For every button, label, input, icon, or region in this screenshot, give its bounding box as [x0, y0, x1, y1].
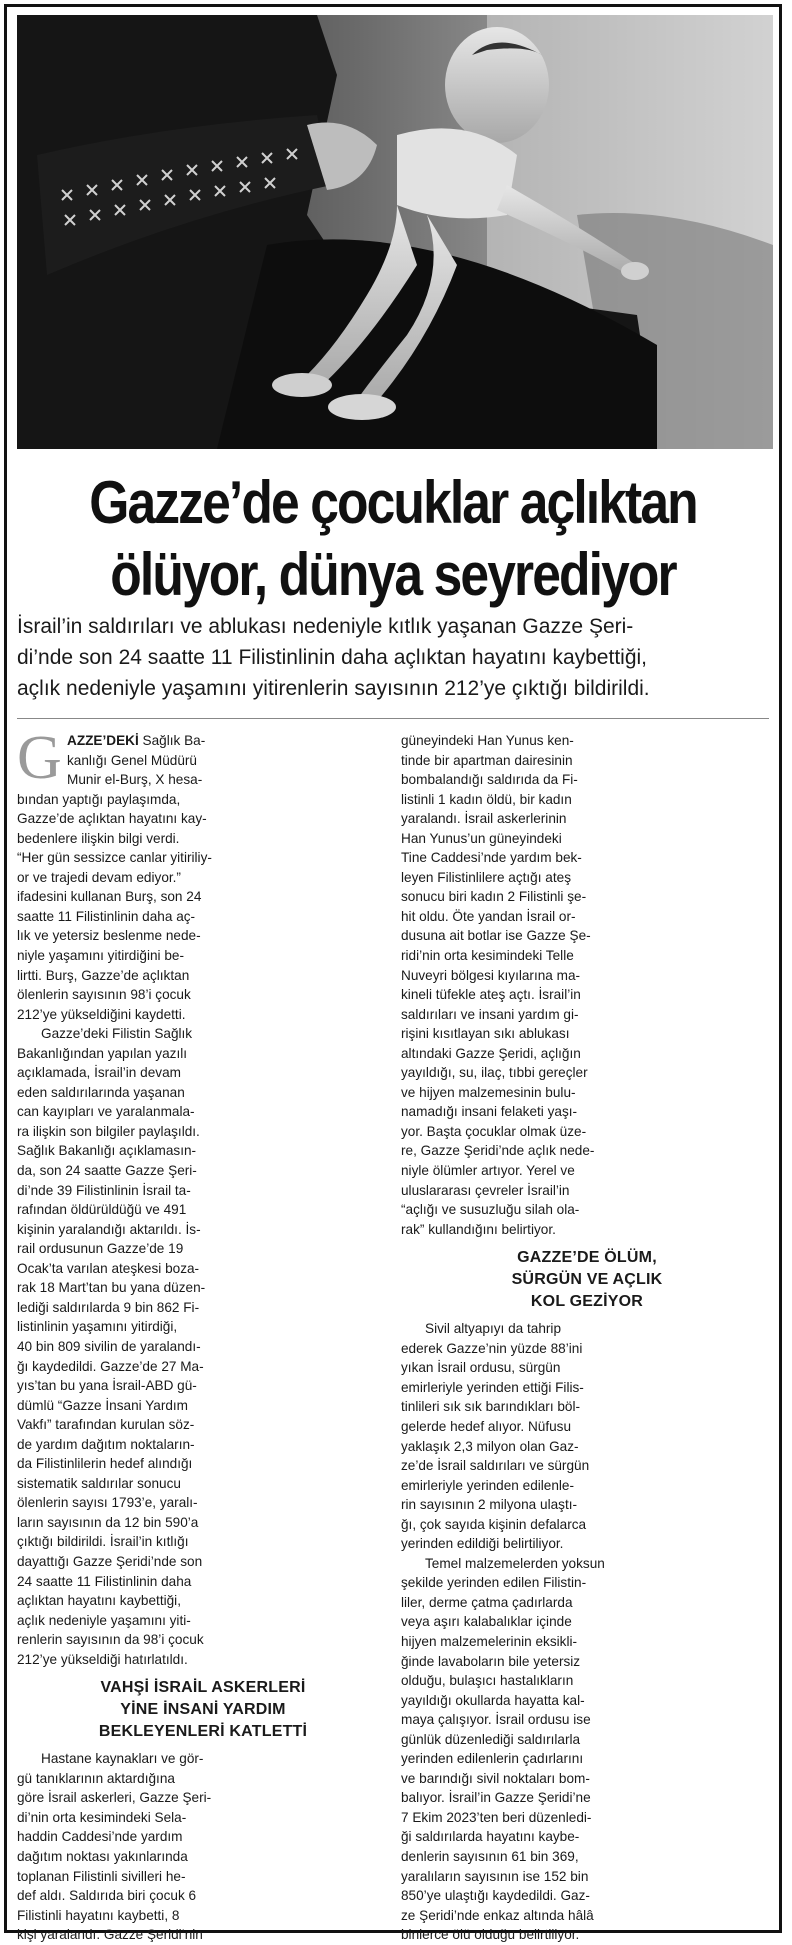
body-line: re, Gazze Şeridi’nde açlık nede-	[401, 1143, 595, 1159]
body-line: 212’ye yükseldiğini kaydetti.	[17, 1006, 186, 1022]
body-line: altındaki Gazze Şeridi, açlığın	[401, 1045, 581, 1061]
body-line: Hastane kaynakları ve gör-	[41, 1751, 204, 1767]
body-line: 850’ye ulaştığı kaydedildi. Gaz-	[401, 1888, 590, 1904]
body-line: leyen Filistinlilere açtığı ateş	[401, 869, 571, 885]
kicker: AZZE’DEKİ	[67, 733, 139, 748]
column-left-text	[17, 751, 389, 1670]
body-line: ve hijyen malzemesinin bulu-	[401, 1084, 576, 1100]
body-line: Han Yunus’un güneyindeki	[401, 830, 562, 846]
subhead-2	[401, 1247, 773, 1313]
subhead-line: BEKLEYENLERİ KATLETTİ	[98, 1723, 308, 1741]
body-line: rail ordusunun Gazze’de 19	[17, 1241, 184, 1257]
body-line: bından yaptığı paylaşımda,	[17, 791, 181, 807]
body-line: yor. Başta çocuklar olmak üze-	[401, 1123, 587, 1139]
body-line: ğı, çok sayıda kişinin defalarca	[401, 1516, 587, 1532]
body-line: bombalandığı saldırıda da Fi-	[401, 772, 578, 788]
column-left-text-2	[17, 1749, 389, 1944]
body-line	[17, 731, 389, 751]
body-line: açıklamada, İsrail’in devam	[17, 1065, 181, 1081]
body-line: yaralandı. İsrail askerlerinin	[401, 811, 567, 827]
body-line: di’nde 39 Filistinlinin İsrail ta-	[17, 1182, 191, 1198]
body-line: Temel malzemelerden yoksun	[425, 1555, 605, 1571]
body-line: hit oldu. Öte yandan İsrail or-	[401, 908, 576, 924]
body-line: saatte 11 Filistinlinin daha aç-	[17, 908, 196, 924]
body-line: Munir el-Burş, X hesa-	[67, 772, 203, 788]
subhead-line: VAHŞİ İSRAİL ASKERLERİ	[100, 1679, 306, 1697]
lede-line: di’nde son 24 saatte 11 Filistinlinin daha açlıktan hayatını kaybettiği,	[17, 646, 647, 669]
body-line: gü tanıklarının aktardığına	[17, 1770, 175, 1786]
body-line: yerinden edilenlerin çadırlarını	[401, 1751, 584, 1767]
subhead-line: SÜRGÜN VE AÇLIK	[511, 1271, 663, 1289]
body-line: bedenlere ilişkin bilgi verdi.	[17, 830, 180, 846]
body-line: Ocak’ta varılan ateşkesi boza-	[17, 1260, 200, 1276]
body-line: şekilde yerinden edilen Filistin-	[401, 1575, 587, 1591]
body-line: 7 Ekim 2023’ten beri düzenledi-	[401, 1809, 592, 1825]
lede-line: açlık nedeniyle yaşamını yitirenlerin sayısının 212’ye çıktığı bildirildi.	[17, 677, 650, 700]
body-text: Sağlık Ba-	[138, 733, 206, 748]
clipping-content	[17, 15, 769, 1943]
body-line: lık ve yetersiz beslenme nede-	[17, 928, 201, 944]
body-line: ların sayısının da 12 bin 590’a	[17, 1514, 199, 1530]
body-line: “Her gün sessizce canlar yitiriliy-	[17, 850, 212, 866]
body-line: açlık nedeniyle yaşamını yiti-	[17, 1612, 191, 1628]
body-line: ğı kaydedildi. Gazze’de 27 Ma-	[17, 1358, 204, 1374]
body-line: balıyor. İsrail’in Gazze Şeridi’ne	[401, 1790, 591, 1806]
body-line: 40 bin 809 sivilin de yaralandı-	[17, 1338, 201, 1354]
body-line: listinli 1 kadın öldü, bir kadın	[401, 791, 572, 807]
photo-illustration	[17, 15, 773, 449]
body-line: olduğu, bulaşıcı hastalıkların	[401, 1673, 574, 1689]
body-line: ze Şeridi’nde enkaz altında hâlâ	[401, 1907, 594, 1923]
body-line: lediği saldırılarda 9 bin 862 Fi-	[17, 1299, 200, 1315]
body-line: denlerin sayısının 61 bin 369,	[401, 1848, 579, 1864]
subhead-1	[17, 1677, 389, 1743]
body-line: Sivil altyapıyı da tahrip	[425, 1321, 562, 1337]
body-line: Tine Caddesi’nde yardım bek-	[401, 850, 582, 866]
column-left	[17, 724, 389, 1945]
body-line: di’nin orta kesimindeki Sela-	[17, 1809, 187, 1825]
body-line: ölenlerin sayısının 98’i çocuk	[17, 987, 191, 1003]
body-line: dayattığı Gazze Şeridi’nde son	[17, 1553, 203, 1569]
body-line: rafından öldürüldüğü ve 491	[17, 1202, 187, 1218]
body-line: de yardım dağıtım noktaların-	[17, 1436, 195, 1452]
headline-line-2: ölüyor, dünya seyrediyor	[110, 541, 676, 608]
body-line: saldırıları ve insani yardım gi-	[401, 1006, 579, 1022]
body-line: rişini kısıtlayan sıkı ablukası	[401, 1026, 570, 1042]
column-right-text	[401, 731, 773, 1239]
body-line: kineli tüfekle ateş açtı. İsrail’in	[401, 987, 581, 1003]
body-line: ve barındığı sivil noktaları bom-	[401, 1770, 590, 1786]
body-line: veya aşırı kalabalıklar içinde	[401, 1614, 572, 1630]
newspaper-clipping	[4, 4, 782, 1943]
body-line: haddin Caddesi’nde yardım	[17, 1829, 183, 1845]
body-line: ğinde lavaboların bile yetersiz	[401, 1653, 581, 1669]
body-line: rak” kullandığını belirtiyor.	[401, 1221, 556, 1237]
body-line: yayıldığı okullarda hayatta kal-	[401, 1692, 585, 1708]
body-line: dusuna ait botlar ise Gazze Şe-	[401, 928, 591, 944]
body-line: rin sayısının 2 milyona ulaştı-	[401, 1497, 578, 1513]
body-line: ifadesini kullanan Burş, son 24	[17, 889, 202, 905]
body-line: Filistinli hayatını kaybetti, 8	[17, 1907, 180, 1923]
body-line: listinlinin yaşamını yitirdiği,	[17, 1319, 178, 1335]
body-line: kanlığı Genel Müdürü	[67, 752, 197, 768]
body-line: göre İsrail askerleri, Gazze Şeri-	[17, 1790, 212, 1806]
body-line: ği saldırılarda hayatını kaybe-	[401, 1829, 580, 1845]
body-line: emirleriyle yerinden edilenle-	[401, 1477, 575, 1493]
body-line: ze’de İsrail saldırıları ve sürgün	[401, 1458, 590, 1474]
body-line: renlerin sayısının da 98’i çocuk	[17, 1632, 204, 1648]
body-line: hijyen malzemelerinin eksikli-	[401, 1633, 578, 1649]
article-photo	[17, 15, 773, 449]
body-line: maya çalışıyor. İsrail ordusu ise	[401, 1712, 591, 1728]
subhead-line: KOL GEZİYOR	[530, 1293, 644, 1311]
body-line: Gazze’deki Filistin Sağlık	[41, 1026, 193, 1042]
body-line: uluslararası çevreler İsrail’in	[401, 1182, 570, 1198]
body-line: def aldı. Saldırıda biri çocuk 6	[17, 1888, 197, 1904]
body-line: Gazze’de açlıktan hayatını kay-	[17, 811, 207, 827]
drop-cap: G	[17, 724, 62, 792]
body-line: rak 18 Mart’tan bu yana düzen-	[17, 1280, 206, 1296]
body-line: Nuveyri bölgesi kıyılarına ma-	[401, 967, 581, 983]
body-line: niyle ölümler artıyor. Yerel ve	[401, 1163, 575, 1179]
divider	[17, 718, 769, 719]
body-line: eden saldırılarında yaşanan	[17, 1084, 185, 1100]
body-line: or ve trajedi devam ediyor.”	[17, 869, 181, 885]
body-line: kişi yaralandı. Gazze Şeridi’nin	[17, 1927, 203, 1943]
headline-line-1: Gazze’de çocuklar açlıktan	[89, 469, 697, 536]
body-line: namadığı insani felaketi yaşı-	[401, 1104, 578, 1120]
body-line: 212’ye yükseldiği hatırlatıldı.	[17, 1651, 188, 1667]
body-line: Sağlık Bakanlığı açıklamasın-	[17, 1143, 197, 1159]
column-right-text-2	[401, 1319, 773, 1945]
body-line: liler, derme çatma çadırlarda	[401, 1594, 573, 1610]
body-line: can kayıpları ve yaralanmala-	[17, 1104, 195, 1120]
body-line: ra ilişkin son bilgiler paylaşıldı.	[17, 1123, 200, 1139]
body-line: çıktığı bildirildi. İsrail’in kıtlığı	[17, 1534, 189, 1550]
body-line: ederek Gazze’nin yüzde 88’ini	[401, 1340, 583, 1356]
body-line: dümlü “Gazze İnsani Yardım	[17, 1397, 189, 1413]
body-line: açlıktan hayatını kaybettiği,	[17, 1593, 181, 1609]
body-line: dağıtım noktası yakınlarında	[17, 1848, 188, 1864]
body-line: günlük düzenlediği saldırılarla	[401, 1731, 581, 1747]
column-right	[401, 731, 773, 1945]
body-line: toplanan Filistinli sivilleri he-	[17, 1868, 186, 1884]
body-line: kişinin yaralandığı aktarıldı. İs-	[17, 1221, 201, 1237]
body-line: gelerde hedef alıyor. Nüfusu	[401, 1418, 572, 1434]
body-line: ölenlerin sayısı 1793’e, yaralı-	[17, 1495, 198, 1511]
body-line: da, son 24 saatte Gazze Şeri-	[17, 1163, 197, 1179]
body-line: Bakanlığından yapılan yazılı	[17, 1045, 188, 1061]
body-line: sonucu biri kadın 2 Filistinli şe-	[401, 889, 587, 905]
body-line: yayıldığı, su, ilaç, tıbbi gereçler	[401, 1065, 588, 1081]
body-line: 24 saatte 11 Filistinlinin daha	[17, 1573, 192, 1589]
subhead-line: YİNE İNSANİ YARDIM	[120, 1701, 286, 1719]
body-line: Vakfı” tarafından kurulan söz-	[17, 1417, 195, 1433]
body-line: tinde bir apartman dairesinin	[401, 752, 573, 768]
body-line: emirleriyle yerinden ettiği Filis-	[401, 1379, 584, 1395]
headline	[70, 467, 717, 611]
body-line: yıkan İsrail ordusu, sürgün	[401, 1360, 561, 1376]
body-line: lirtti. Burş, Gazze’de açlıktan	[17, 967, 190, 983]
body-line: binlerce ölü olduğu belirtiliyor.	[401, 1927, 580, 1943]
body-line: da Filistinlilerin hedef alındığı	[17, 1456, 193, 1472]
body-line: güneyindeki Han Yunus ken-	[401, 733, 574, 748]
subhead-line: GAZZE’DE ÖLÜM,	[517, 1249, 657, 1267]
body-line: yaralıların sayısının ise 152 bin	[401, 1868, 589, 1884]
body-line: “açlığı ve susuzluğu silah ola-	[401, 1202, 580, 1218]
body-line: tinlileri sık sık barındıkları böl-	[401, 1399, 581, 1415]
body-line: yıs’tan bu yana İsrail-ABD gü-	[17, 1378, 197, 1394]
body-line: yerinden edildiği belirtiliyor.	[401, 1536, 564, 1552]
body-line: yaklaşık 2,3 milyon olan Gaz-	[401, 1438, 579, 1454]
lede-paragraph	[17, 611, 777, 704]
body-line: niyle yaşamını yitirdiğini be-	[17, 948, 184, 964]
body-line: ridi’nin orta kesimindeki Telle	[401, 948, 574, 964]
article-body	[17, 724, 773, 1945]
body-line: sistematik saldırılar sonucu	[17, 1475, 181, 1491]
lede-line: İsrail’in saldırıları ve ablukası nedeniyle kıtlık yaşanan Gazze Şeri-	[17, 615, 634, 638]
